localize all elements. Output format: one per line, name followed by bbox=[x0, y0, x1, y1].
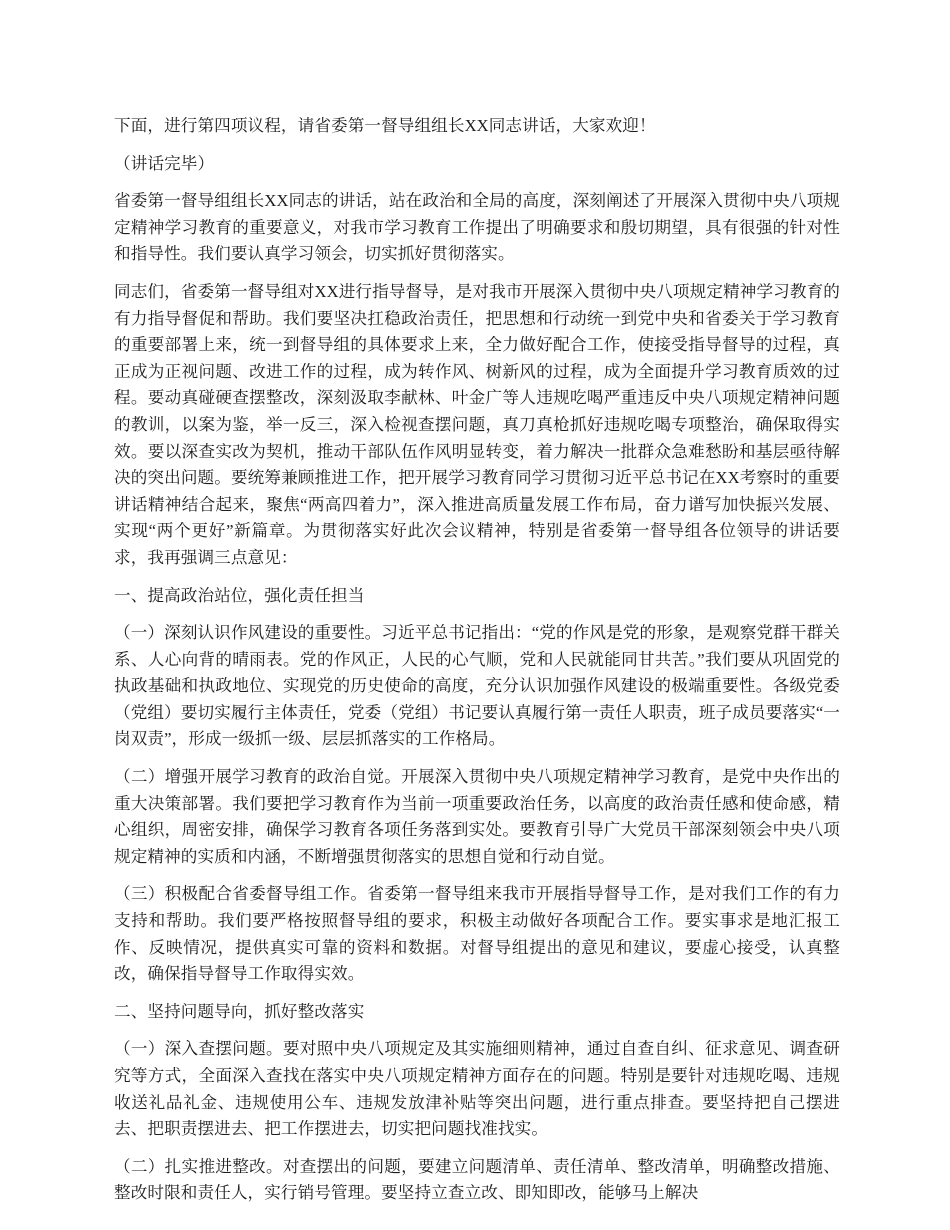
paragraph-section-one-item-one: （一）深刻认识作风建设的重要性。习近平总书记指出：“党的作风是党的形象，是观察党群干群关系、人心向背的晴雨表。党的作风正，人民的心气顺，党和人民就能同甘共苦。”我们要从巩固党的执政基础和执政地位、实现党的历史使命的高度，充分认识加强作风建设的极端重要性。各级党委（党组）要切实履行主体责任，党委（党组）书记要认真履行第一责任人职责，班子成员要落实“一岗双责”，形成一级抓一级、层层抓落实的工作格局。 bbox=[114, 623, 840, 749]
paragraph-speech-summary: 省委第一督导组组长XX同志的讲话，站在政治和全局的高度，深刻阐述了开展深入贯彻中央八项规定精神学习教育的重要意义，对我市学习教育工作提出了明确要求和殷切期望，具有很强的针对性和指导性。我们要认真学习领会，切实抓好贯彻落实。 bbox=[114, 191, 840, 264]
paragraph-section-one-item-two: （二）增强开展学习教育的政治自觉。开展深入贯彻中央八项规定精神学习教育，是党中央作出的重大决策部署。我们要把学习教育作为当前一项重要政治任务，以高度的政治责任感和使命感，精心组织，周密安排，确保学习教育各项任务落到实处。要教育引导广大党员干部深刻领会中央八项规定精神的实质和内涵，不断增强贯彻落实的思想自觉和行动自觉。 bbox=[114, 767, 840, 866]
heading-section-two: 二、坚持问题导向，抓好整改落实 bbox=[114, 1001, 365, 1021]
paragraph-section-two-item-one: （一）深入查摆问题。要对照中央八项规定及其实施细则精神，通过自查自纠、征求意见、调查研究等方式，全面深入查找在落实中央八项规定精神方面存在的问题。特别是要针对违规吃喝、违规收送礼品礼金、违规使用公车、违规发放津补贴等突出问题，进行重点排查。要坚持把自己摆进去、把职责摆进去、把工作摆进去，切实把问题找准找实。 bbox=[114, 1039, 840, 1139]
paragraph-section-one-item-three: （三）积极配合省委督导组工作。省委第一督导组来我市开展指导督导工作，是对我们工作的有力支持和帮助。我们要严格按照督导组的要求，积极主动做好各项配合工作。要实事求是地汇报工作、反映情况，提供真实可靠的资料和数据。对督导组提出的意见和建议，要虚心接受，认真整改，确保指导督导工作取得实效。 bbox=[114, 884, 840, 984]
document-body bbox=[114, 113, 840, 1207]
paragraph-agenda-announcement: 下面，进行第四项议程，请省委第一督导组组长XX同志讲话，大家欢迎！ bbox=[114, 116, 656, 135]
paragraph-section-two-item-two: （二）扎实推进整改。对查摆出的问题，要建立问题清单、责任清单、整改清单，明确整改措施、整改时限和责任人，实行销号管理。要坚持立查立改、即知即改，能够马上解决 bbox=[114, 1156, 840, 1203]
paragraph-stage-direction: （讲话完毕） bbox=[114, 153, 215, 173]
heading-section-one: 一、提高政治站位，强化责任担当 bbox=[114, 585, 365, 605]
paragraph-comrades-address: 同志们，省委第一督导组对XX进行指导督导，是对我市开展深入贯彻中央八项规定精神学习教育的有力指导督促和帮助。我们要坚决扛稳政治责任，把思想和行动统一到党中央和省委关于学习教育的重要部署上来，统一到督导组的具体要求上来，全力做好配合工作，使接受指导督导的过程，真正成为正视问题、改进工作的过程，成为转作风、树新风的过程，成为全面提升学习教育质效的过程。要动真碰硬查摆整改，深刻汲取李献林、叶金广等人违规吃喝严重违反中央八项规定精神问题的教训，以案为鉴，举一反三，深入检视查摆问题，真刀真枪抓好违规吃喝专项整治，确保取得实效。要以深查实改为契机，推动干部队伍作风明显转变，着力解决一批群众急难愁盼和基层亟待解决的突出问题。要统筹兼顾推进工作，把开展学习教育同学习贯彻习近平总书记在XX考察时的重要讲话精神结合起来，聚焦“两高四着力”，深入推进高质量发展工作布局，奋力谱写加快振兴发展、实现“两个更好”新篇章。为贯彻落实好此次会议精神，特别是省委第一督导组各位领导的讲话要求，我再强调三点意见： bbox=[114, 281, 840, 567]
